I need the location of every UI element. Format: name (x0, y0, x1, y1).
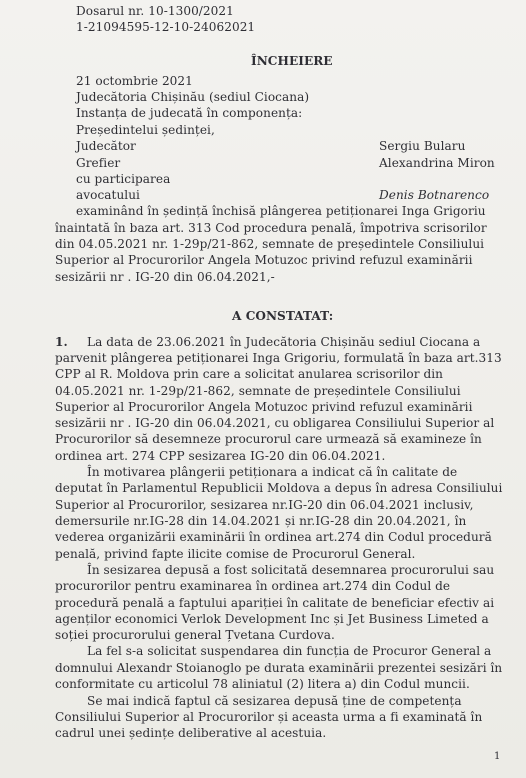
body-line: În sesizarea depusă a fost solicitată desemnarea procurorului sau (87, 563, 495, 577)
judge-name: Sergiu Bularu (379, 139, 466, 153)
body-line: Procurorilor să desemneze procurorul care urmează să examineze în (55, 432, 482, 446)
body-line: domnului Alexandr Stoianoglo pe durata examinării prezentei sesizări în (55, 661, 503, 675)
body-line: La data de 23.06.2021 în Judecătoria Chișinău sediul Ciocana a (87, 335, 481, 349)
body-line: cadrul unei ședințe deliberative al acestuia. (55, 726, 327, 740)
body-line: ordinea art. 274 CPP sesizarea IG-20 din 06.04.2021. (55, 449, 386, 463)
clerk-label: Grefier (76, 156, 121, 170)
presiding-label: Președintelui ședinței, (76, 123, 215, 137)
file-code: 1-21094595-12-10-24062021 (76, 20, 256, 34)
intro-line: sesizării nr . IG-20 din 06.04.2021,- (55, 270, 275, 284)
clerk-name: Alexandrina Miron (379, 156, 495, 170)
lawyer-label: avocatului (76, 188, 140, 202)
body-line: conformitate cu articolul 78 aliniatul (2) litera a) din Codul muncii. (55, 677, 470, 691)
participation-label: cu participarea (76, 172, 171, 186)
body-line: procurorilor pentru examinarea în ordinea art.274 din Codul de (55, 579, 451, 593)
body-line: 04.05.2021 nr. 1-29p/21-862, semnate de președintele Consiliului (55, 384, 461, 398)
intro-line: examinând în ședință închisă plângerea petiționarei Inga Grigoriu (76, 204, 486, 218)
body-line: Se mai indică faptul că sesizarea depusă ține de competența (87, 694, 462, 708)
body-line: deputat în Parlamentul Republicii Moldova a depus în adresa Consiliului (55, 481, 503, 495)
document-date: 21 octombrie 2021 (76, 74, 193, 88)
document-heading: ÎNCHEIERE (251, 54, 333, 68)
body-line: procedură penală a faptului apariției în calitate de beneficiar efectiv ai (55, 596, 495, 610)
intro-line: Superior al Procurorilor Angela Motuzoc privind refuzul examinării (55, 253, 473, 267)
body-line: La fel s-a solicitat suspendarea din funcția de Procuror General a (87, 644, 492, 658)
page-number: 1 (494, 751, 501, 762)
body-line: penală, privind fapte ilicite comise de Procurorul General. (55, 547, 416, 561)
body-line: Consiliului Superior al Procurorilor și aceasta urma a fi examinată în (55, 710, 483, 724)
intro-line: înaintată în baza art. 313 Cod procedura penală, împotriva scrisorilor (55, 221, 487, 235)
lawyer-name: Denis Botnarenco (379, 188, 490, 202)
body-line: Superior al Procurorilor, sesizarea nr.IG-20 din 06.04.2021 inclusiv, (55, 498, 474, 512)
body-line: agenților economici Verlok Development Inc și Jet Business Limeted a (55, 612, 489, 626)
section-number: 1. (55, 335, 68, 349)
body-line: În motivarea plângerii petiționara a indicat că în calitate de (87, 465, 458, 479)
body-line: vederea organizării examinării în ordinea art.274 din Codul procedură (55, 530, 492, 544)
section-title: A CONSTATAT: (232, 309, 334, 323)
body-line: CPP al R. Moldova prin care a solicitat anularea scrisorilor din (55, 367, 444, 381)
file-number: Dosarul nr. 10-1300/2021 (76, 4, 234, 18)
intro-line: din 04.05.2021 nr. 1-29p/21-862, semnate de președintele Consiliului (55, 237, 485, 251)
body-line: parvenit plângerea petiționarei Inga Grigoriu, formulată în baza art.313 (55, 351, 502, 365)
body-line: sesizării nr . IG-20 din 06.04.2021, cu obligarea Consiliului Superior al (55, 416, 495, 430)
body-line: demersurile nr.IG-28 din 14.04.2021 și nr.IG-28 din 20.04.2021, în (55, 514, 467, 528)
body-line: Superior al Procurorilor Angela Motuzoc privind refuzul examinării (55, 400, 473, 414)
body-line: soției procurorului general Țvetana Curdova. (55, 628, 335, 642)
court-name: Judecătoria Chișinău (sediul Ciocana) (76, 90, 310, 104)
judge-label: Judecător (76, 139, 136, 153)
panel-intro: Instanța de judecată în componența: (76, 106, 303, 120)
